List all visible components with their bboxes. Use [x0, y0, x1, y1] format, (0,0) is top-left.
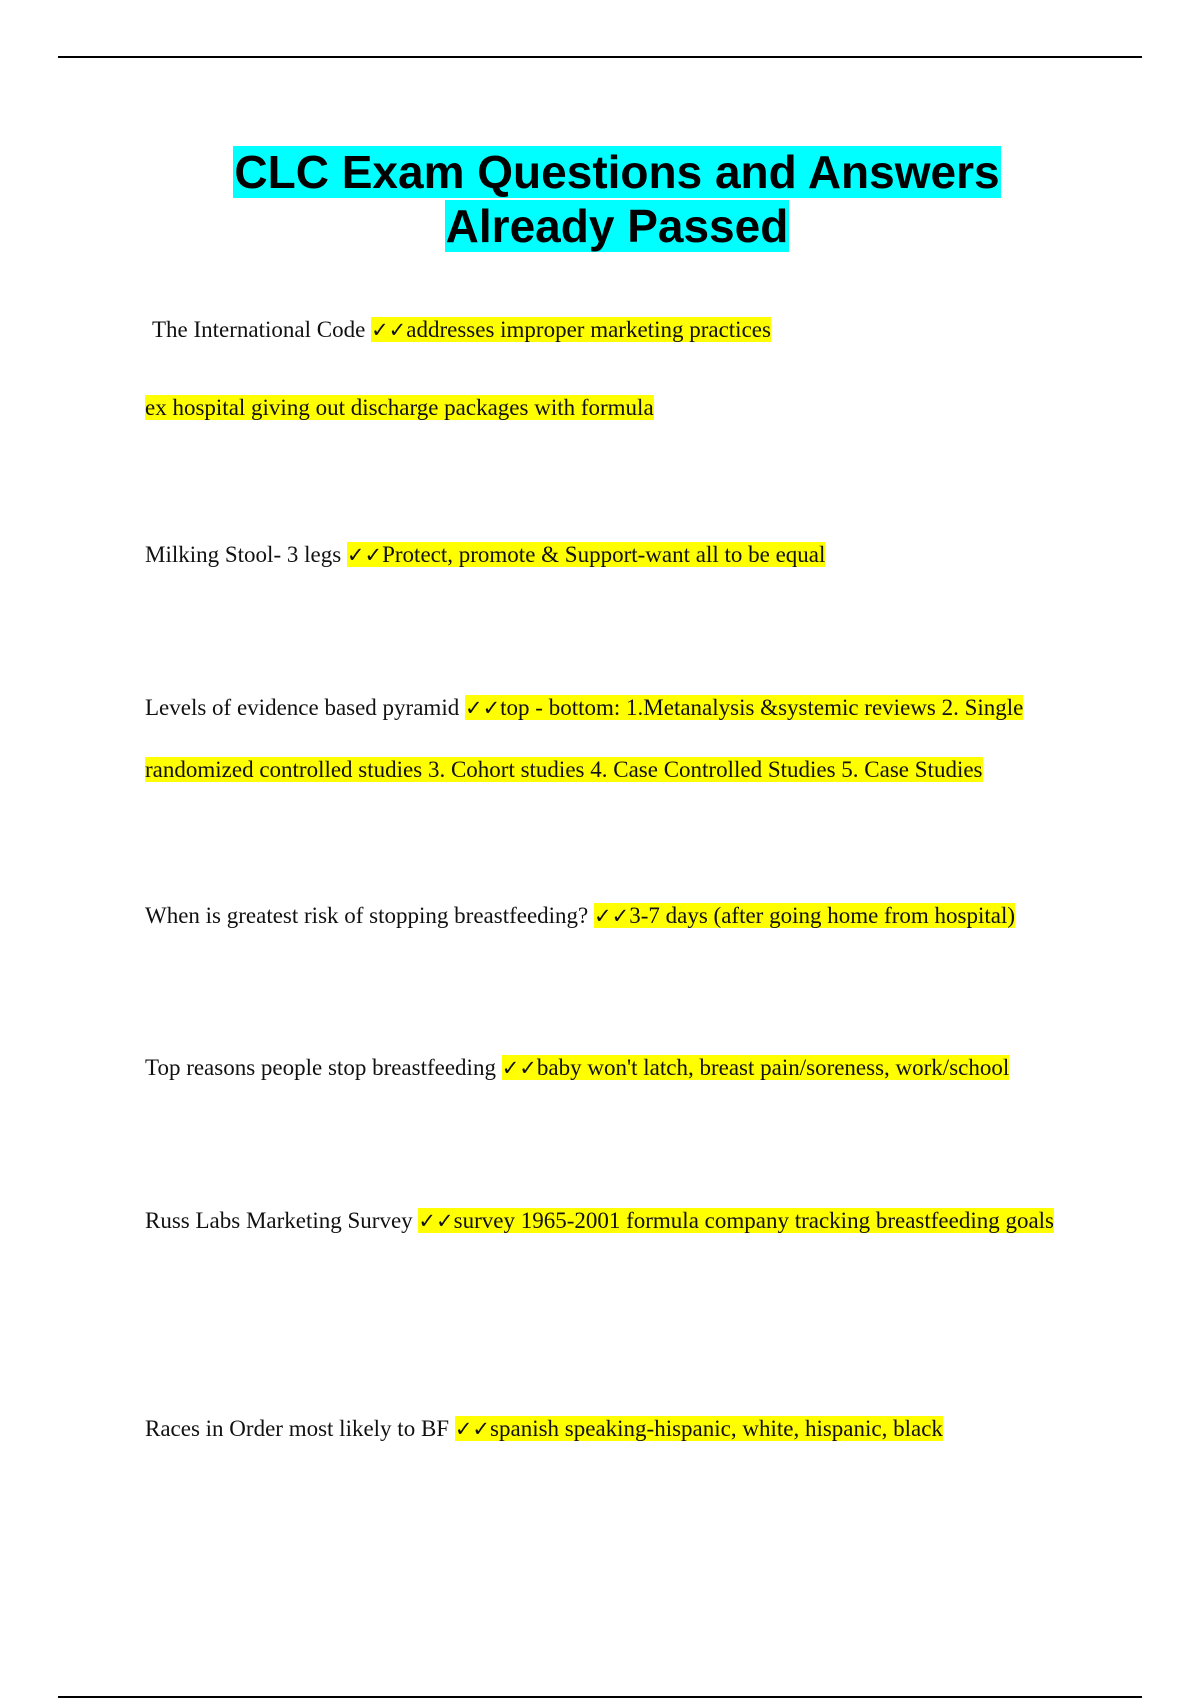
question-text: The International Code	[152, 317, 366, 342]
question-text: Milking Stool- 3 legs	[145, 542, 342, 567]
check-icon: ✓✓	[454, 1417, 491, 1441]
question-text: Russ Labs Marketing Survey	[145, 1208, 413, 1233]
qa-item-top-reasons	[145, 1037, 1085, 1099]
qa-note-international-code	[145, 377, 1085, 438]
check-icon: ✓✓	[501, 1056, 537, 1080]
question-text: When is greatest risk of stopping breastfeeding?	[145, 903, 589, 928]
answer-note-text: ex hospital giving out discharge packages with formula	[145, 395, 654, 420]
check-icon: ✓✓	[346, 543, 383, 567]
title-line-2: Already Passed	[445, 200, 789, 252]
check-icon: ✓✓	[371, 318, 407, 342]
answer-text: ✓✓survey 1965-2001 formula company tracking breastfeeding goals	[418, 1208, 1055, 1233]
answer-text: ✓✓addresses improper marketing practices	[371, 317, 771, 342]
top-rule	[58, 56, 1142, 58]
answer-text: ✓✓top - bottom: 1.Metanalysis &systemic reviews 2. Single randomized controlled studies 3. Cohort studies 4. Case Controlled Studies 5. Case Studies	[145, 695, 1024, 782]
qa-item-international-code	[145, 299, 1085, 361]
bottom-rule	[58, 1696, 1142, 1698]
qa-item-greatest-risk	[145, 885, 1085, 947]
check-icon: ✓✓	[464, 696, 501, 720]
qa-item-races-order	[145, 1398, 1085, 1460]
answer-text: ✓✓spanish speaking-hispanic, white, hispanic, black	[454, 1416, 943, 1441]
question-text: Races in Order most likely to BF	[145, 1416, 450, 1441]
title-line-1: CLC Exam Questions and Answers	[234, 146, 1000, 198]
qa-item-evidence-pyramid	[145, 677, 1085, 800]
check-icon: ✓✓	[594, 904, 630, 928]
question-text: Levels of evidence based pyramid	[145, 695, 460, 720]
answer-text: ✓✓baby won't latch, breast pain/soreness, work/school	[501, 1055, 1010, 1080]
qa-item-milking-stool	[145, 524, 1085, 586]
check-icon: ✓✓	[418, 1209, 454, 1233]
document-title	[0, 145, 1200, 253]
answer-text: ✓✓Protect, promote & Support-want all to be equal	[346, 542, 826, 567]
answer-text: ✓✓3-7 days (after going home from hospital)	[594, 903, 1016, 928]
question-text: Top reasons people stop breastfeeding	[145, 1055, 496, 1080]
qa-item-russ-labs	[145, 1190, 1085, 1252]
